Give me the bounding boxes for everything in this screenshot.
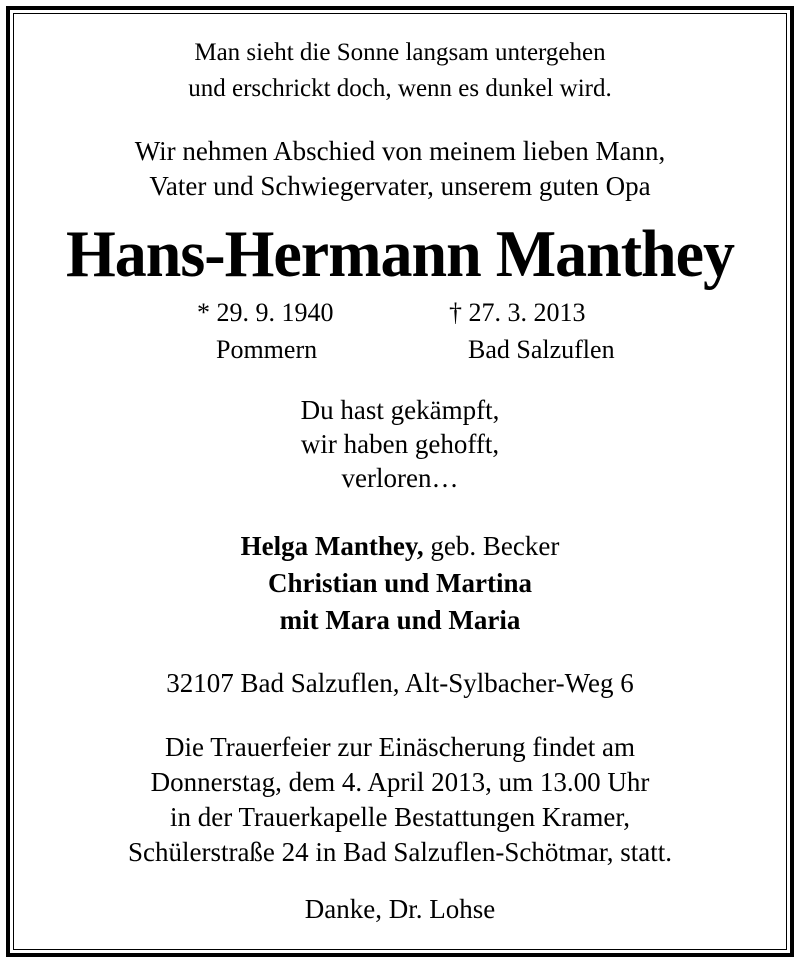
address: 32107 Bad Salzuflen, Alt-Sylbacher-Weg 6: [166, 668, 634, 698]
mourner-line-2: Christian und Martina: [267, 568, 533, 598]
thanks-line: Danke, Dr. Lohse: [304, 894, 496, 924]
intro-line-2: Vater und Schwiegervater, unserem guten Opa: [149, 171, 651, 201]
mourner-maiden-name: geb. Becker: [423, 531, 560, 561]
poem-line-1: Du hast gekämpft,: [300, 395, 500, 425]
deceased-name: Hans-Hermann Manthey: [66, 216, 734, 291]
poem-line-2: wir haben gehofft,: [300, 429, 500, 459]
motto-line-2: und erschrickt doch, wenn es dunkel wird.: [188, 75, 612, 102]
intro-line-1: Wir nehmen Abschied von meinem lieben Mann,: [134, 136, 666, 166]
funeral-line-1: Die Trauerfeier zur Einäscherung findet am: [164, 732, 636, 762]
funeral-line-2: Donnerstag, dem 4. April 2013, um 13.00 Uhr: [150, 767, 650, 797]
mourner-line-1: [0, 533, 800, 560]
poem-line-3: verloren…: [341, 463, 459, 493]
funeral-line-3: in der Trauerkapelle Bestattungen Kramer,: [169, 802, 631, 832]
birth-place: Pommern: [216, 335, 318, 364]
motto-line-1: Man sieht die Sonne langsam untergehen: [194, 39, 606, 66]
mourner-name-1: Helga Manthey,: [240, 531, 424, 561]
birth-date: * 29. 9. 1940: [197, 298, 334, 327]
death-date: † 27. 3. 2013: [449, 298, 586, 327]
funeral-line-4: Schülerstraße 24 in Bad Salzuflen-Schötmar, statt.: [127, 837, 673, 867]
death-place: Bad Salzuflen: [468, 335, 615, 364]
mourner-line-3: mit Mara und Maria: [279, 605, 521, 635]
